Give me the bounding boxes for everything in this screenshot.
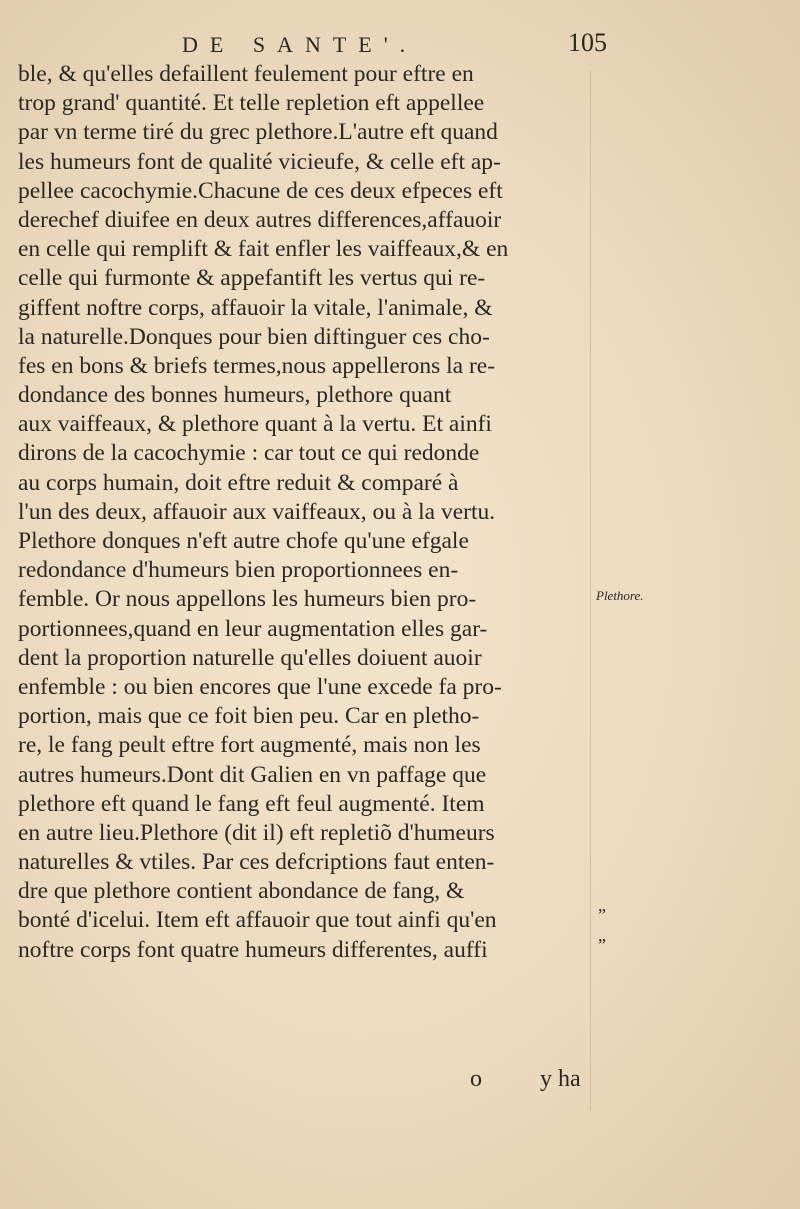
text-line: au corps humain, doit eftre reduit & comparé à — [18, 469, 459, 496]
text-line: pellee cacochymie.Chacune de ces deux efpeces eft — [18, 177, 503, 204]
body-text — [18, 60, 596, 965]
signature-mark: o — [470, 1066, 482, 1092]
text-line: en celle qui remplift & fait enfler les vaiffeaux,& en — [18, 236, 509, 263]
text-line: l'un des deux, affauoir aux vaiffeaux, ou à la vertu. — [18, 498, 496, 525]
text-line: portionnees,quand en leur augmentation elles gar- — [18, 615, 488, 642]
text-line: dent la proportion naturelle qu'elles doiuent auoir — [18, 644, 482, 671]
text-line: la naturelle.Donques pour bien diftinguer ces cho- — [18, 323, 490, 350]
marginal-note-plethore: Plethore. — [596, 588, 644, 603]
marginal-quote-mark: ” — [598, 905, 606, 925]
text-line: derechef diuifee en deux autres differences,affauoir — [18, 206, 502, 233]
text-line: noftre corps font quatre humeurs differentes, auffi — [18, 936, 488, 963]
text-line: aux vaiffeaux, & plethore quant à la vertu. Et ainfi — [18, 411, 492, 438]
text-line: femble. Or nous appellons les humeurs bien pro- — [18, 586, 477, 613]
text-line: enfemble : ou bien encores que l'une excede fa pro- — [18, 673, 502, 700]
text-line: bonté d'icelui. Item eft affauoir que tout ainfi qu'en — [18, 907, 497, 934]
text-line: autres humeurs.Dont dit Galien en vn paffage que — [18, 761, 487, 788]
page-number: 105 — [568, 28, 607, 57]
text-line: redondance d'humeurs bien proportionnees en- — [18, 557, 459, 584]
text-line: les humeurs font de qualité vicieufe, & celle eft ap- — [18, 148, 501, 175]
text-line: Plethore donques n'eft autre chofe qu'une efgale — [18, 528, 469, 554]
text-line: re, le fang peult eftre fort augmenté, mais non les — [18, 732, 481, 759]
text-line: dirons de la cacochymie : car tout ce qui redonde — [18, 440, 480, 467]
text-line: ble, & qu'elles defaillent feulement pour eftre en — [18, 61, 474, 87]
marginal-quote-mark: ” — [598, 935, 606, 955]
text-line: celle qui furmonte & appefantift les vertus qui re- — [18, 265, 486, 292]
text-line: par vn terme tiré du grec plethore.L'autre eft quand — [18, 119, 498, 146]
text-line: en autre lieu.Plethore (dit il) eft repletiõ d'humeurs — [18, 819, 495, 846]
catchword: y ha — [540, 1066, 581, 1092]
text-line: trop grand' quantité. Et telle repletion eft appellee — [18, 90, 485, 117]
text-line: portion, mais que ce foit bien peu. Car en pletho- — [18, 703, 480, 730]
text-line: giffent noftre corps, affauoir la vitale, l'animale, & — [18, 294, 493, 321]
text-line: fes en bons & briefs termes,nous appellerons la re- — [18, 352, 496, 379]
text-line: plethore eft quand le fang eft feul augmenté. Item — [18, 790, 485, 817]
text-line: naturelles & vtiles. Par ces defcriptions faut enten- — [18, 849, 495, 876]
running-header: DE SANTE'. — [182, 32, 418, 57]
text-line: dre que plethore contient abondance de fang, & — [18, 878, 465, 905]
text-line: dondance des bonnes humeurs, plethore quant — [18, 382, 452, 409]
